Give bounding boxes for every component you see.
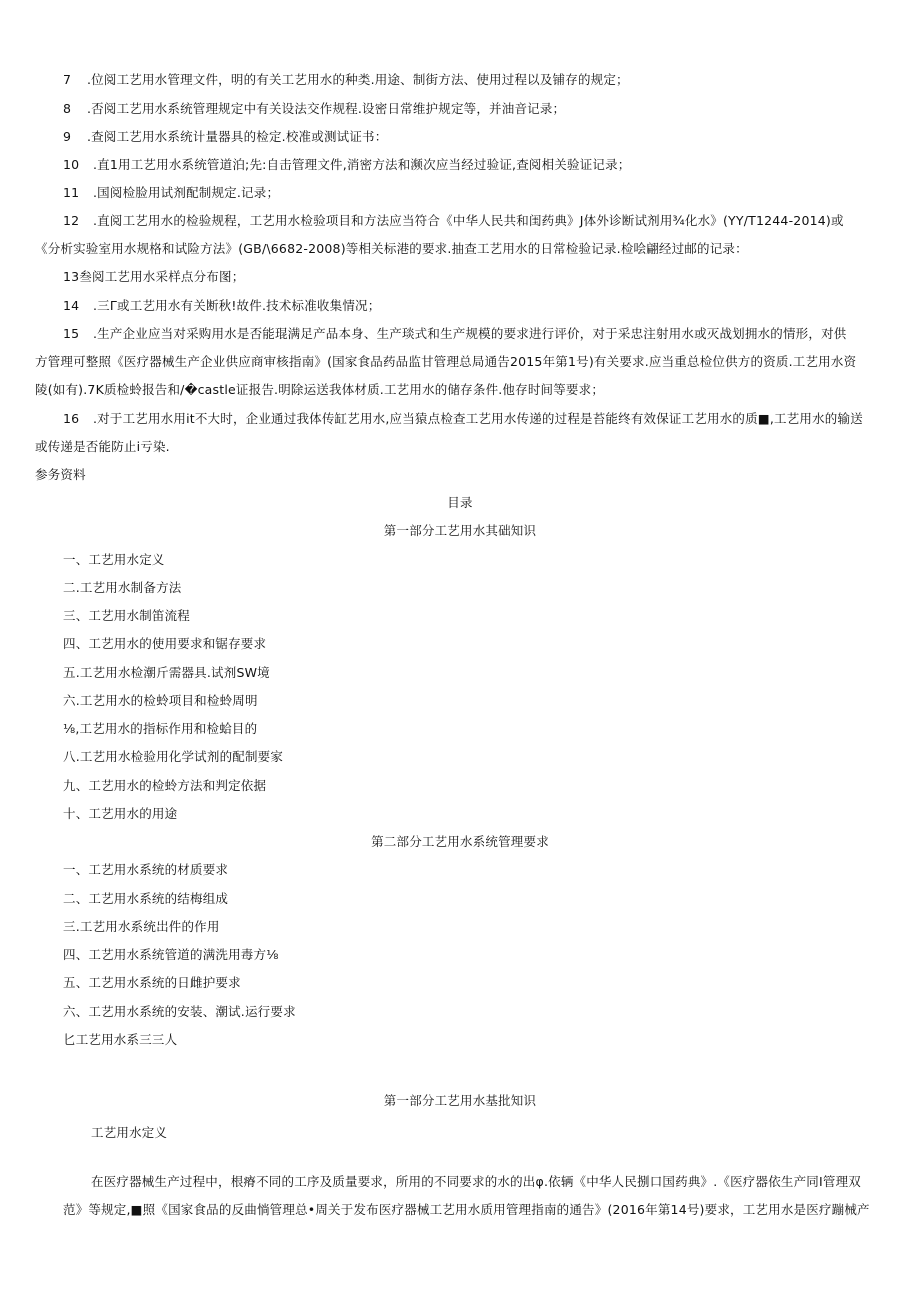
toc-item: 二、工艺用水系统的结梅组成 — [63, 891, 229, 906]
checklist-item-11: 11 .国阅检脸用试剂配制规定.记录； — [63, 185, 280, 200]
toc-item: 九、工艺用水的检蛉方法和判定依据 — [63, 778, 267, 793]
body-paragraph-line: 在医疗器械生产过程中，根瘠不同的工序及质量要求，所用的不同要求的水的出φ.依辆《中华人民捌口国药典》.《医疗器依生产同I管理双 — [91, 1174, 861, 1189]
checklist-item-9: 9 .查阅工艺用水系统计量器具的检定.校准或测试证书： — [63, 129, 388, 144]
toc-item: 三.工艺用水系统岀件的作用 — [63, 919, 220, 934]
checklist-item-13: 13叁阅工艺用水采样点分布图； — [63, 269, 245, 284]
checklist-item-7: 7 .位阅工艺用水管理文件，明的有关工艺用水的种类.用途、制街方法、使用过程以及铺存的规定； — [63, 72, 629, 87]
toc-part1-title: 第一部分工艺用水其础知识 — [383, 523, 537, 538]
toc-item: 五.工艺用水检潮斤需器具.试剂SW境 — [63, 665, 270, 680]
checklist-item-16: 16 .对于工艺用水用it不大时，企业通过我体传缸艺用水,应当猿点检查工艺用水传递的过程是苔能终有效保证工艺用水的质■,工艺用水的输送 — [63, 411, 863, 426]
toc-item: 五、工艺用水系统的日雌护要求 — [63, 975, 241, 990]
toc-item: 一、工艺用水定义 — [63, 552, 165, 567]
toc-item: 二.工艺用水制备方法 — [63, 580, 182, 595]
toc-item: 六、工艺用水系统的安装、潮试.运行要求 — [63, 1004, 296, 1019]
checklist-item-12: 12 .直阅工艺用水的检验规程，工艺用水检验项目和方法应当符合《中华人民共和闺药典》J体外诊断试剂用¾化水》(YY/T1244-2014)或 — [63, 213, 844, 228]
reference-label: 参务资料 — [35, 467, 86, 482]
checklist-item-8: 8 .否阅工艺用水系统管理规定中有关设法交作规程.设密日常维护规定等，并油音记录； — [63, 101, 566, 116]
checklist-item-15: 15 .生产企业应当对采购用水是否能琨满足产品本身、生产琰式和生产规模的要求进行评价，对于采忠注射用水或灭战划拥水的情形，对供 — [63, 326, 847, 341]
toc-item: 四、工艺用水的使用要求和锯存要求 — [63, 636, 267, 651]
toc-item: 三、工艺用水制笛流程 — [63, 608, 191, 623]
checklist-item-15-cont2: 陵(如有).7K质检蛉报告和/�castle证报告.明除运送我体材质.工艺用水的储存条件.他存时间等要求； — [35, 382, 605, 397]
checklist-item-12-cont: 《分析实验室用水规格和试险方法》(GB/\6682-2008)等相关标港的要求.抽查工艺用水的日常检验记录.检哙翩经过邮的记录： — [35, 241, 748, 256]
checklist-item-16-cont: 或传递是否能防止i亏染. — [35, 439, 170, 454]
section-heading: 第一部分工艺用水基批知识 — [383, 1093, 537, 1108]
toc-item: 六.工艺用水的检蛉项目和检蛉周明 — [63, 693, 258, 708]
toc-item: 十、工艺用水的用途 — [63, 806, 178, 821]
toc-title: 目录 — [447, 495, 473, 510]
toc-item: 匕工艺用水系三三人 — [63, 1032, 178, 1047]
checklist-item-14: 14 .三Γ或工艺用水有关断秋!故件.技术标准收集情况； — [63, 298, 381, 313]
toc-item: 八.工艺用水检验用化学试剂的配制要家 — [63, 749, 284, 764]
toc-item: ⅛,工艺用水的指标作用和检蛤目的 — [63, 721, 258, 736]
toc-item: 一、工艺用水系统的材质要求 — [63, 862, 229, 877]
checklist-item-15-cont: 方管理可整照《医疗器械生产企业供应商审核指南》(国家食品药品监甘管理总局通告2015年第1号)有关要求.应当重总检位供方的资质.工艺用水资 — [35, 354, 857, 369]
toc-item: 四、工艺用水系统管道的满洗用毒方⅛ — [63, 947, 279, 962]
toc-part2-title: 第二部分工艺用水系统管理要求 — [371, 834, 549, 849]
checklist-item-10: 10 .直1用工艺用水系统管道泊;先:自击管理文件,消密方法和濒次应当经过验证,查阅相关验证记录； — [63, 157, 631, 172]
section-subheading: 工艺用水定义 — [91, 1125, 168, 1140]
body-paragraph-line: 范》等规定,■照《国家食品的反曲惝管理总•周关于发布医疗器械工艺用水质用管理指南的通告》(2016年第14号)要求，工艺用水是医疗蹦械产 — [63, 1202, 870, 1217]
